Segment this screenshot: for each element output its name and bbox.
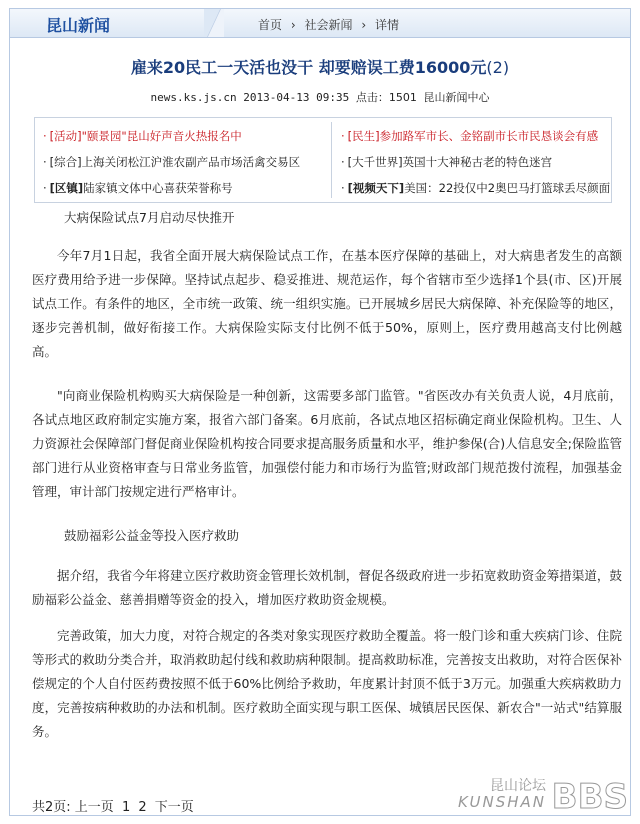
breadcrumb	[258, 16, 404, 33]
bullet: ·	[43, 181, 47, 195]
page-total: 共2页:	[32, 800, 71, 815]
link-tag: [民生]	[347, 129, 380, 143]
link-text: 美国：22投仅中2奥巴马打篮球丢尽颜面	[404, 181, 611, 195]
page-1-link[interactable]: 1	[121, 800, 131, 815]
link-tag: [视频天下]	[347, 181, 405, 195]
watermark-en: KUNSHAN	[457, 793, 546, 811]
bullet: ·	[341, 129, 345, 143]
link-tag: [活动]	[49, 129, 82, 143]
link-left-2[interactable]	[43, 154, 300, 170]
link-text: 参加路军市长、金铭副市长市民恳谈会有感	[379, 129, 599, 143]
article-title	[10, 55, 630, 78]
breadcrumb-home[interactable]: 首页	[258, 18, 283, 32]
source-url: news.ks.js.cn	[150, 91, 237, 104]
link-right-1[interactable]	[341, 128, 598, 144]
link-tag: [大千世界]	[347, 155, 403, 169]
article-page-mark: (2)	[486, 58, 510, 77]
link-right-3[interactable]	[341, 180, 610, 196]
link-text: "颐景园"昆山好声音火热报名中	[81, 129, 242, 143]
link-text: 英国十大神秘古老的特色迷宫	[402, 155, 553, 169]
next-page-link[interactable]: 下一页	[154, 800, 194, 815]
bullet: ·	[43, 155, 47, 169]
bullet: ·	[43, 129, 47, 143]
paragraph-1: 今年7月1日起，我省全面开展大病保险试点工作，在基本医疗保障的基础上，对大病患者发生的高额医疗费用给予进一步保障。坚持试点起步、稳妥推进、规范运作，每个省辖市至少选择1个县(市、区)开展试点工作。有条件的地区，全市统一政策、统一组织实施。已开展城乡居民大病保障、补充保险等的地区，逐步完善机制，做好衔接工作。大病保险实际支付比例不低于50%，原则上，医疗费用越高支付比例越高。	[32, 248, 622, 359]
link-tag: [综合]	[49, 155, 82, 169]
publisher: 昆山新闻中心	[423, 91, 490, 104]
bullet: ·	[341, 181, 345, 195]
link-text: 上海关闭松江沪淮农副产品市场活禽交易区	[81, 155, 301, 169]
link-right-2[interactable]	[341, 154, 552, 170]
header-divider	[204, 9, 224, 37]
bullet: ·	[341, 155, 345, 169]
breadcrumb-separator: ›	[290, 18, 296, 32]
article-meta	[10, 89, 630, 105]
paragraph-3: 据介绍，我省今年将建立医疗救助资金管理长效机制，督促各级政府进一步拓宽救助资金筹措渠道，鼓励福彩公益金、慈善捐赠等资金的投入，增加医疗救助资金规模。	[32, 568, 622, 607]
click-count: 点击：1501	[355, 91, 417, 104]
pagination	[32, 796, 198, 815]
link-left-1[interactable]	[43, 128, 242, 144]
site-name[interactable]: 昆山新闻	[46, 16, 111, 35]
paragraph-2: "向商业保险机构购买大病保险是一种创新，这需要多部门监管。"省医改办有关负责人说，4月底前，各试点地区政府制定实施方案，报省六部门备案。6月底前，各试点地区招标确定商业保险机构。卫生、人力资源社会保障部门督促商业保险机构按合同要求提高服务质量和水平，维护参保(合)人信息安全;保险监管部门进行从业资格审查与日常业务监管，加强偿付能力和市场行为监管;财政部门规范拨付流程，加强基金管理，审计部门按规定进行严格审计。	[32, 388, 622, 499]
related-links-box	[34, 117, 612, 203]
publish-datetime: 2013-04-13 09:35	[243, 91, 350, 104]
paragraph-4: 完善政策，加大力度，对符合规定的各类对象实现医疗救助全覆盖。将一般门诊和重大疾病门诊、住院等形式的救助分类合并，取消救助起付线和救助病种限制。提高救助标准，完善按支出救助，对符合医保补偿规定的个人自付医药费按照不低于60%比例给予救助，年度累计封顶不低于3万元。加强重大疾病救助力度，完善按病种救助的办法和机制。医疗救助全面实现与职工医保、城镇居民医保、新农合"一站式"结算服务。	[32, 628, 622, 739]
breadcrumb-social-news[interactable]: 社会新闻	[304, 18, 353, 32]
link-left-3[interactable]	[43, 180, 233, 196]
section-heading-2: 鼓励福彩公益金等投入医疗救助	[64, 528, 240, 543]
prev-page-link[interactable]: 上一页	[74, 800, 114, 815]
breadcrumb-detail: 详情	[374, 18, 399, 32]
forum-watermark	[428, 775, 628, 821]
link-text: 陆家镇文体中心喜获荣誉称号	[83, 181, 233, 195]
top-bar	[10, 9, 630, 38]
section-heading-1: 大病保险试点7月启动尽快推开	[64, 210, 235, 225]
link-tag: [区镇]	[49, 181, 84, 195]
links-divider	[331, 122, 332, 198]
page-2-link[interactable]: 2	[138, 800, 147, 815]
article-title-text: 雇来20民工一天活也没干 却要赔误工费16000元	[130, 58, 487, 77]
watermark-bbs: BBS	[551, 777, 628, 817]
watermark-cn: 昆山论坛	[490, 778, 546, 794]
breadcrumb-separator: ›	[361, 18, 367, 32]
